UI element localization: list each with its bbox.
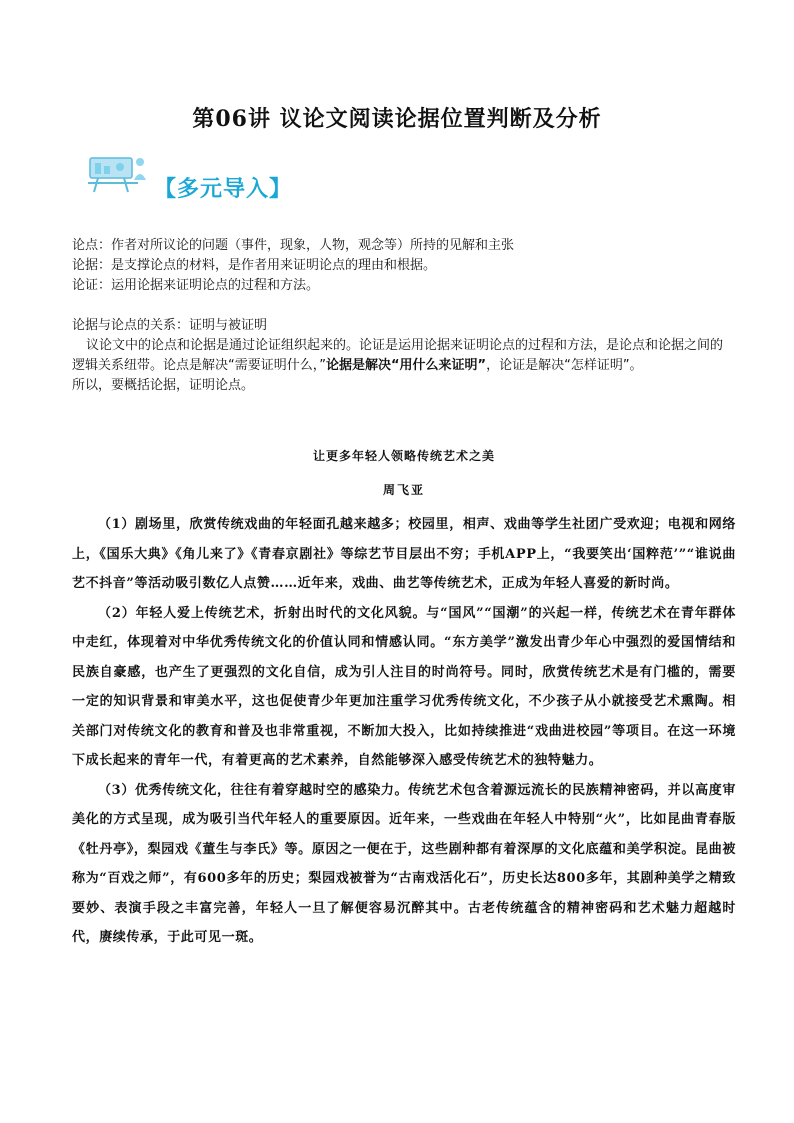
document-title: 第06讲 议论文阅读论据位置判断及分析 (192, 106, 602, 132)
relation-text-b: ，论证是解决“怎样证明”。 (486, 358, 643, 373)
definitions-block (72, 236, 732, 396)
article-paragraph-3: （3）优秀传统文化，往往有着穿越时空的感染力。传统艺术包含着源远流长的民族精神密码，并以高度审美化的方式呈现，成为吸引当代年轻人的重要原因。近年来，一些戏曲在年轻人中特别“火”，比如昆曲青春版《牡丹亭》，梨园戏《董生与李氏》等。原因之一便在于，这些剧种都有着深厚的文化底蕴和美学积淀。昆曲被称为“百戏之师”，有600多年的历史；梨园戏被誉为“古南戏活化石”，历史长达800多年，其剧种美学之精致要妙、表演手段之丰富完善，年轻人一旦了解便容易沉醉其中。古老传统蕴含的精神密码和艺术魅力超越时代，赓续传承，于此可见一斑。 (72, 782, 736, 945)
article-title: 让更多年轻人领略传统艺术之美 (312, 449, 495, 463)
relation-text (72, 336, 732, 376)
relation-text-bold: 论据是解决“用什么来证明” (325, 358, 487, 373)
relation-heading: 论据与论点的关系：证明与被证明 (72, 318, 268, 333)
presentation-board-icon (84, 152, 164, 196)
definition-lunju: 论据：是支撑论点的材料，是作者用来证明论点的理由和根据。 (72, 258, 437, 273)
section-label: 【多元导入】 (154, 177, 293, 202)
conclusion-text: 所以，要概括论据，证明论点。 (72, 378, 255, 393)
article-paragraph-1: （1）剧场里，欣赏传统戏曲的年轻面孔越来越多；校园里，相声、戏曲等学生社团广受欢迎；电视和网络上，《国乐大典》《角儿来了》《青春京剧社》等综艺节目层出不穷；手机APP上，“我要笑出‘国粹范’”“谁说曲艺不抖音”等活动吸引数亿人点赞……近年来，戏曲、曲艺等传统艺术，正成为年轻人喜爱的新时尚。 (72, 517, 736, 591)
section-header (84, 152, 324, 202)
definition-lunzheng: 论证：运用论据来证明论点的过程和方法。 (72, 278, 320, 293)
article-paragraph-2: （2）年轻人爱上传统艺术，折射出时代的文化风貌。与“国风”“国潮”的兴起一样，传统艺术在青年群体中走红，体现着对中华优秀传统文化的价值认同和情感认同。“东方美学”激发出青少年心中强烈的爱国情结和民族自豪感，也产生了更强烈的文化自信，成为引人注目的时尚符号。同时，欣赏传统艺术是有门槛的，需要一定的知识背景和审美水平，这也促使青少年更加注重学习优秀传统文化，不少孩子从小就接受艺术熏陶。相关部门对传统文化的教育和普及也非常重视，不断加大投入，比如持续推进“戏曲进校园”等项目。在这一环境下成长起来的青年一代，有着更高的艺术素养，自然能够深入感受传统艺术的独特魅力。 (72, 605, 736, 768)
reading-article (72, 446, 736, 953)
definition-lundian: 论点：作者对所议论的问题（事件，现象，人物，观念等）所持的见解和主张 (72, 238, 515, 253)
article-author: 周飞亚 (382, 483, 425, 497)
relation-text-a: 议论文中的论点和论据是通过论证组织起来的。论证是运用论据来证明论点的过程和方法，是论点和论据之间的逻辑关系纽带。论点是解决“需要证明什么，” (72, 338, 724, 373)
